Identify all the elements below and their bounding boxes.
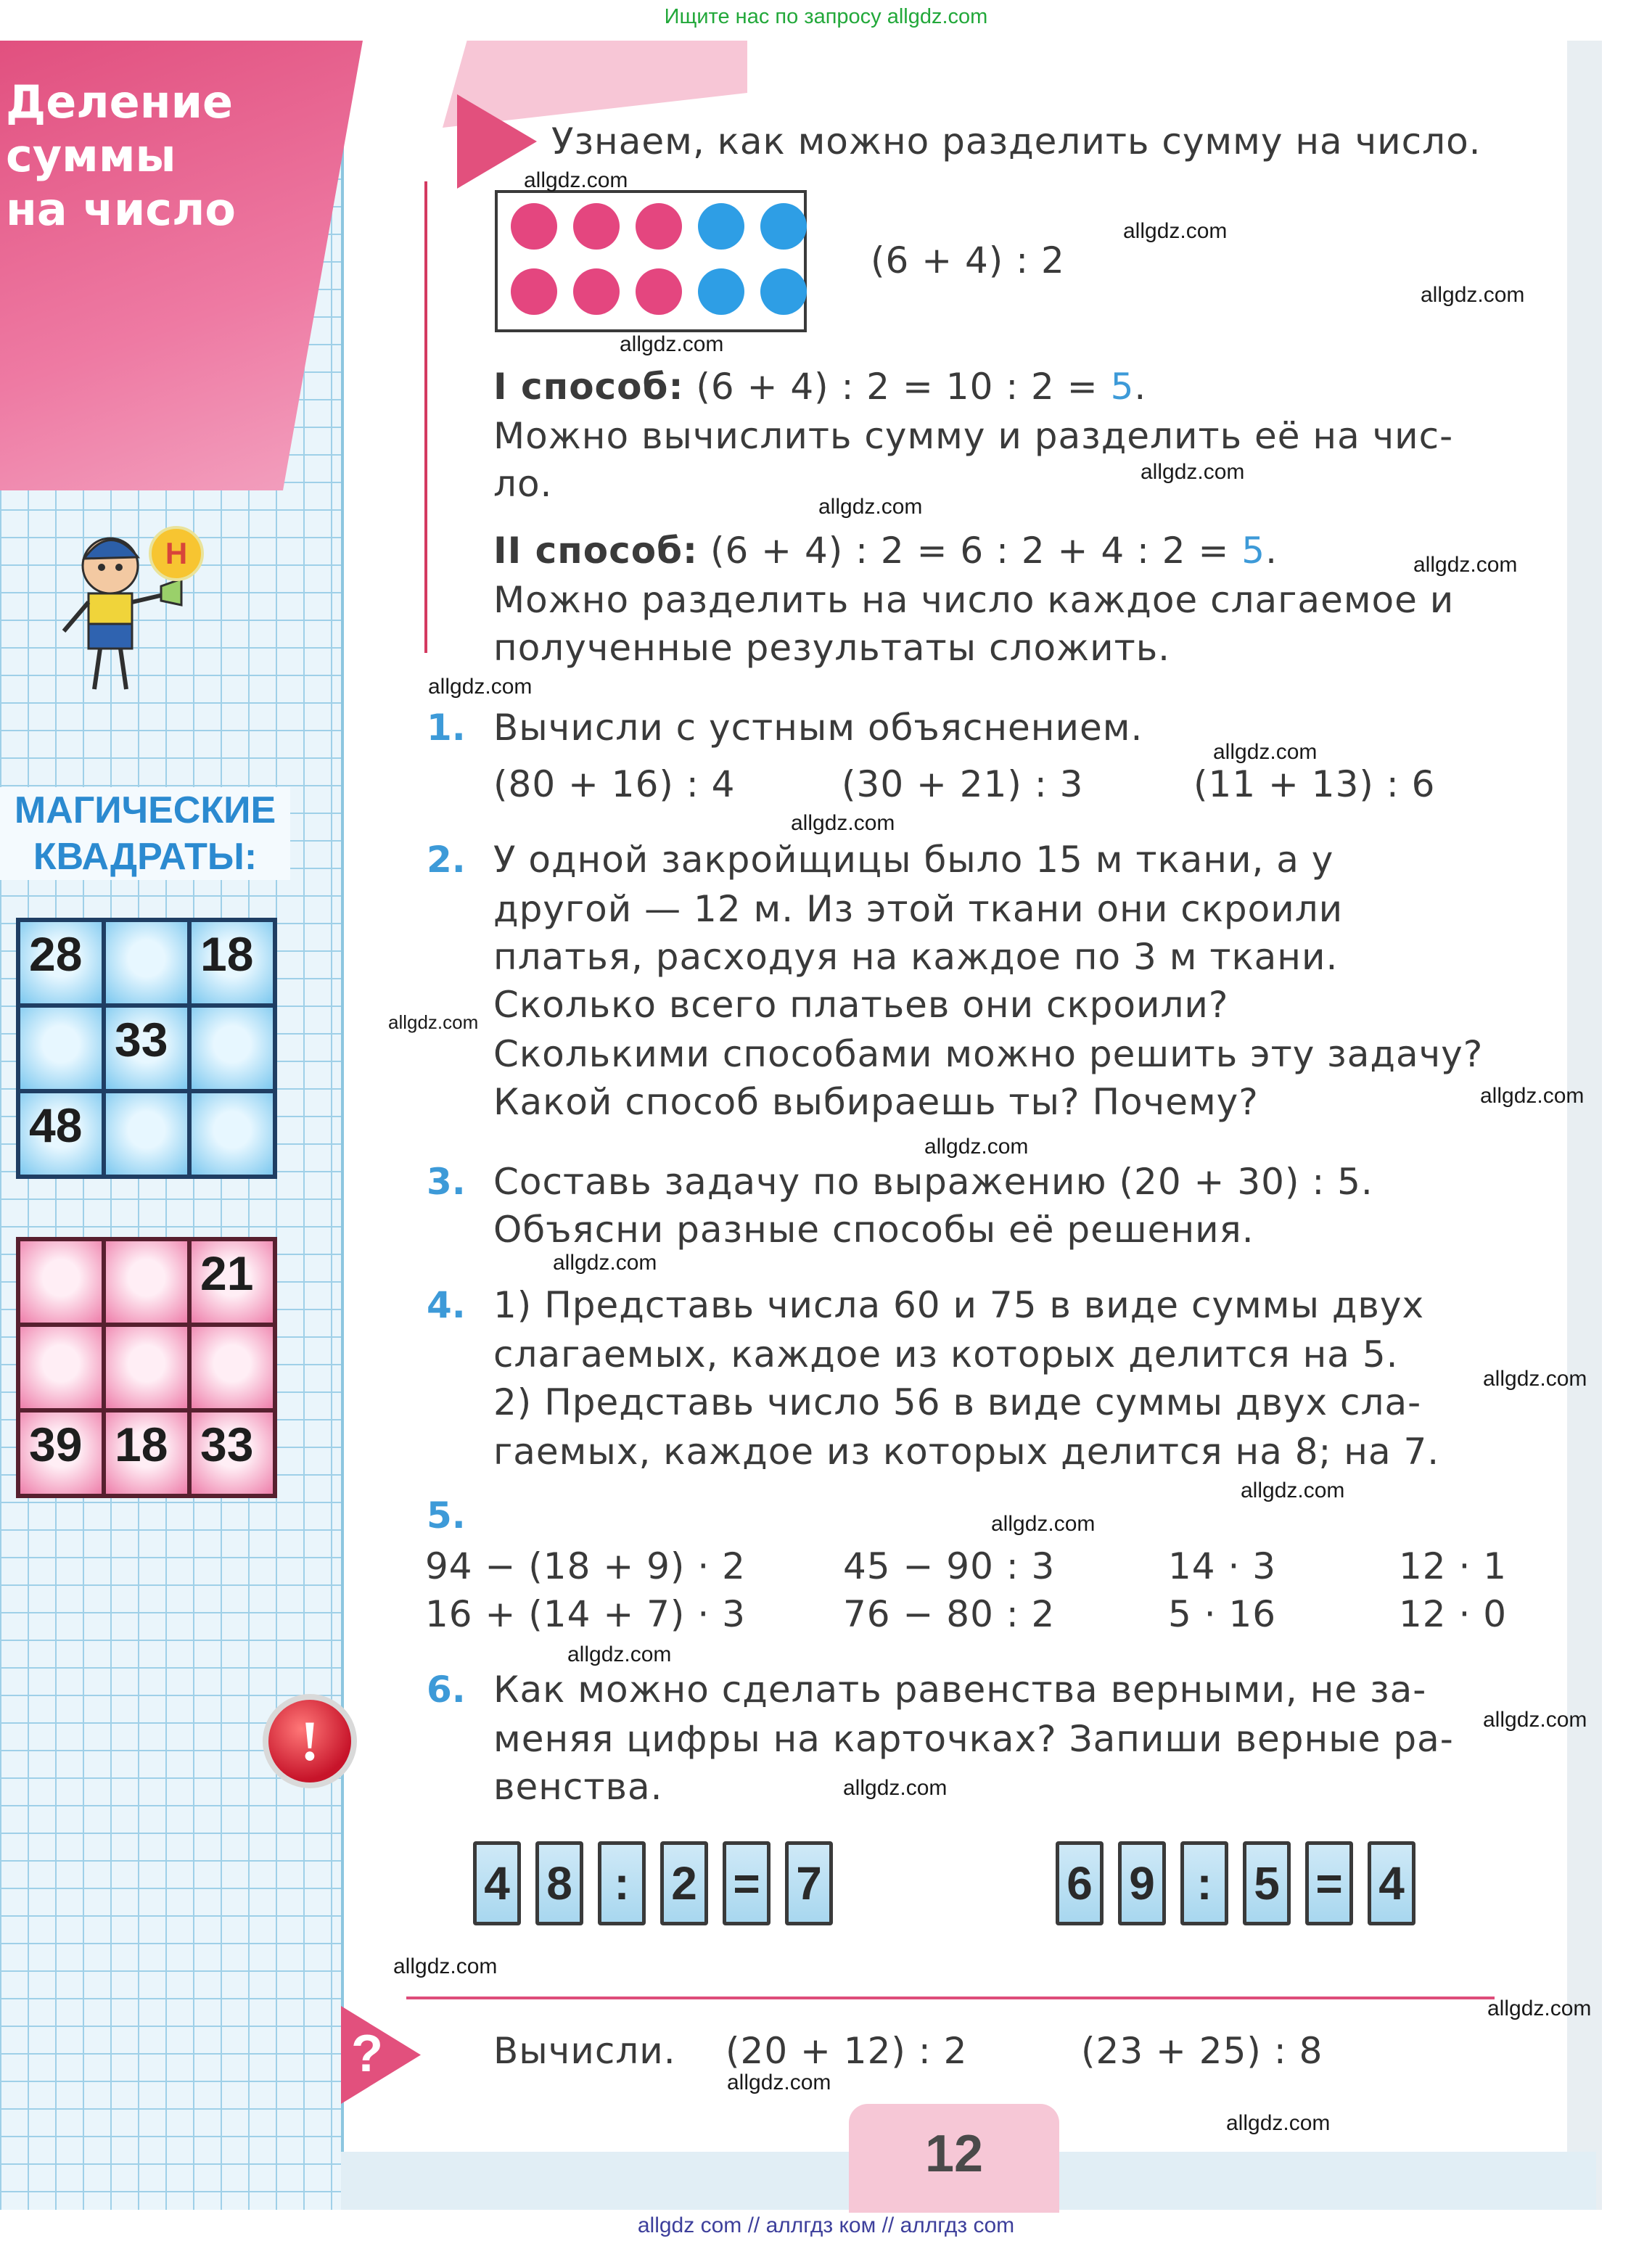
dot-pink	[636, 203, 682, 250]
dot-blue	[760, 268, 807, 315]
way1-label: I способ:	[493, 366, 684, 408]
magic-cell[interactable]	[20, 1008, 102, 1089]
watermark: allgdz.com	[991, 1512, 1096, 1536]
watermark: allgdz.com	[1241, 1479, 1345, 1502]
number-card[interactable]: 2	[660, 1841, 708, 1925]
watermark: allgdz.com	[818, 495, 923, 519]
question-mark: ?	[351, 2025, 383, 2083]
watermark: allgdz.com	[1226, 2111, 1331, 2135]
magic-cell[interactable]: 39	[20, 1413, 102, 1494]
magic-title-line2: КВАДРАТЫ:	[33, 836, 258, 878]
watermark: allgdz.com	[567, 1642, 672, 1666]
way1-suffix: .	[1134, 366, 1147, 408]
way1-result: 5	[1110, 366, 1135, 408]
mascot-badge	[149, 526, 204, 581]
magic-cell[interactable]: 18	[192, 922, 273, 1003]
task4-line: гаемых, каждое из которых делится на 8; на 7.	[493, 1431, 1440, 1473]
magic-squares-title	[0, 787, 290, 880]
operator-card[interactable]: :	[1180, 1841, 1228, 1925]
task6-number: 6.	[427, 1669, 466, 1711]
number-card[interactable]: 6	[1056, 1841, 1104, 1925]
task5-expr: 12 · 0	[1399, 1593, 1508, 1635]
task2-number: 2.	[427, 839, 466, 881]
way1-line	[493, 363, 1146, 411]
watermark: allgdz.com	[727, 2071, 831, 2094]
question-expr2: (23 + 25) : 8	[1081, 2030, 1323, 2072]
topic-title	[6, 75, 236, 237]
watermark: allgdz.com	[524, 168, 628, 192]
section-rule	[424, 181, 427, 653]
number-card[interactable]: 7	[785, 1841, 833, 1925]
task6-line: венства.	[493, 1766, 663, 1808]
watermark: allgdz.com	[553, 1251, 657, 1275]
magic-square-blue	[16, 918, 277, 1179]
task3-line1: Составь задачу по выражению (20 + 30) : 5.	[493, 1161, 1373, 1203]
way1-text-2: ло.	[493, 463, 553, 505]
watermark: allgdz.com	[388, 1011, 479, 1033]
footer-links[interactable]: allgdz com // аллгдз ком // аллгдз com	[637, 2213, 1015, 2237]
magic-cell[interactable]	[192, 1093, 273, 1175]
topic-title-line1: Деление	[6, 75, 234, 128]
watermark: allgdz.com	[1421, 283, 1525, 307]
magic-cell[interactable]	[192, 1327, 273, 1408]
page-edge	[1567, 41, 1602, 2210]
watermark: allgdz.com	[1213, 740, 1318, 764]
task4-line: 2) Представь число 56 в виде суммы двух сла-	[493, 1381, 1422, 1423]
task1-expr3: (11 + 13) : 6	[1193, 763, 1436, 805]
task4-number: 4.	[427, 1284, 466, 1326]
task2-line: Сколькими способами можно решить эту задачу?	[493, 1033, 1484, 1075]
number-card[interactable]: 4	[1368, 1841, 1415, 1925]
task2-line: У одной закройщицы было 15 м ткани, а у	[493, 839, 1334, 881]
way2-expression: (6 + 4) : 2 = 6 : 2 + 4 : 2 =	[710, 530, 1242, 572]
magic-cell[interactable]	[192, 1008, 273, 1089]
task5-number: 5.	[427, 1494, 466, 1537]
task1-number: 1.	[427, 707, 466, 749]
cards-equation-1	[473, 1841, 833, 1925]
watermark: allgdz.com	[1141, 460, 1245, 484]
dot-blue	[698, 268, 744, 315]
task1-text: Вычисли с устным объяснением.	[493, 707, 1143, 749]
task5-expr: 14 · 3	[1168, 1545, 1277, 1587]
mascot-illustration	[44, 515, 232, 704]
task5-expr: 16 + (14 + 7) · 3	[425, 1593, 746, 1635]
magic-cell[interactable]: 33	[106, 1008, 187, 1089]
task5-expr: 94 − (18 + 9) · 2	[425, 1545, 746, 1587]
watermark: allgdz.com	[1413, 553, 1518, 577]
magic-cell[interactable]: 21	[192, 1241, 273, 1323]
number-card[interactable]: 4	[473, 1841, 521, 1925]
number-card[interactable]: 9	[1118, 1841, 1166, 1925]
way2-suffix: .	[1265, 530, 1278, 572]
dot-pink	[573, 268, 620, 315]
watermark: allgdz.com	[1487, 1997, 1592, 2020]
way1-text-1: Можно вычислить сумму и разделить её на чис-	[493, 415, 1454, 457]
watermark: allgdz.com	[1480, 1084, 1585, 1108]
question-divider	[406, 1997, 1495, 1999]
dot-pink	[511, 203, 557, 250]
magic-cell[interactable]	[20, 1241, 102, 1323]
way2-text-1: Можно разделить на число каждое слагаемое и	[493, 579, 1455, 621]
task6-line: меняя цифры на карточках? Запиши верные ра-	[493, 1718, 1454, 1760]
topic-title-line3: на число	[6, 183, 237, 236]
warning-icon	[263, 1694, 357, 1788]
task2-line: платья, расходуя на каждое по 3 м ткани.	[493, 936, 1339, 978]
magic-cell[interactable]: 33	[192, 1413, 273, 1494]
dot-blue	[698, 203, 744, 250]
task1-expr2: (30 + 21) : 3	[842, 763, 1084, 805]
magic-cell[interactable]	[106, 1327, 187, 1408]
page-number: 12	[924, 2125, 984, 2183]
dot-blue	[760, 203, 807, 250]
magic-cell[interactable]: 48	[20, 1093, 102, 1175]
task5-expr: 12 · 1	[1399, 1545, 1508, 1587]
task6-line: Как можно сделать равенства верными, не за-	[493, 1669, 1427, 1711]
watermark: allgdz.com	[1483, 1708, 1587, 1732]
watermark: allgdz.com	[393, 1954, 498, 1978]
task1-expr1: (80 + 16) : 4	[493, 763, 736, 805]
cards-equation-2	[1056, 1841, 1415, 1925]
magic-cell[interactable]	[106, 922, 187, 1003]
mascot-badge-letter: Н	[165, 536, 188, 570]
warning-symbol: !	[300, 1709, 319, 1772]
way2-text-2: полученные результаты сложить.	[493, 627, 1171, 669]
magic-cell[interactable]: 18	[106, 1413, 187, 1494]
watermark: allgdz.com	[791, 811, 895, 835]
way2-result: 5	[1241, 530, 1266, 572]
task3-number: 3.	[427, 1161, 466, 1203]
number-card[interactable]: 5	[1243, 1841, 1291, 1925]
operator-card[interactable]: :	[598, 1841, 646, 1925]
magic-title-line1: МАГИЧЕСКИЕ	[14, 789, 276, 831]
magic-square-pink	[16, 1237, 277, 1498]
magic-cell[interactable]	[20, 1327, 102, 1408]
dot-pink	[636, 268, 682, 315]
intro-text: Узнаем, как можно разделить сумму на число.	[551, 120, 1482, 163]
question-label: Вычисли.	[493, 2030, 676, 2072]
way2-line	[493, 527, 1278, 575]
dot-pink	[573, 203, 620, 250]
magic-cell[interactable]	[106, 1241, 187, 1323]
question-expr1: (20 + 12) : 2	[726, 2030, 968, 2072]
watermark: allgdz.com	[1483, 1367, 1587, 1391]
task2-line: другой — 12 м. Из этой ткани они скроили	[493, 888, 1344, 930]
task2-line: Сколько всего платьев они скроили?	[493, 984, 1229, 1026]
task2-line: Какой способ выбираешь ты? Почему?	[493, 1081, 1259, 1123]
dots-illustration	[495, 190, 807, 332]
top-banner[interactable]: Ищите нас по запросу allgdz.com	[664, 5, 988, 28]
task4-line: слагаемых, каждое из которых делится на 5.	[493, 1333, 1399, 1376]
magic-cell[interactable]	[106, 1093, 187, 1175]
task5-expr: 5 · 16	[1168, 1593, 1277, 1635]
magic-cell[interactable]: 28	[20, 922, 102, 1003]
intro-expression: (6 + 4) : 2	[871, 239, 1065, 281]
task4-line: 1) Представь числа 60 и 75 в виде суммы двух	[493, 1284, 1425, 1326]
number-card[interactable]: 8	[535, 1841, 583, 1925]
topic-title-line2: суммы	[6, 129, 176, 182]
watermark: allgdz.com	[843, 1776, 948, 1800]
task5-expr: 76 − 80 : 2	[843, 1593, 1056, 1635]
task3-line2: Объясни разные способы её решения.	[493, 1209, 1254, 1251]
way2-label: II способ:	[493, 530, 699, 572]
watermark: allgdz.com	[620, 332, 724, 356]
task5-expr: 45 − 90 : 3	[843, 1545, 1056, 1587]
watermark: allgdz.com	[924, 1135, 1029, 1159]
watermark: allgdz.com	[1123, 219, 1228, 243]
operator-card[interactable]: =	[1305, 1841, 1353, 1925]
way1-expression: (6 + 4) : 2 = 10 : 2 =	[696, 366, 1111, 408]
operator-card[interactable]: =	[723, 1841, 770, 1925]
watermark: allgdz.com	[428, 675, 533, 699]
dot-pink	[511, 268, 557, 315]
